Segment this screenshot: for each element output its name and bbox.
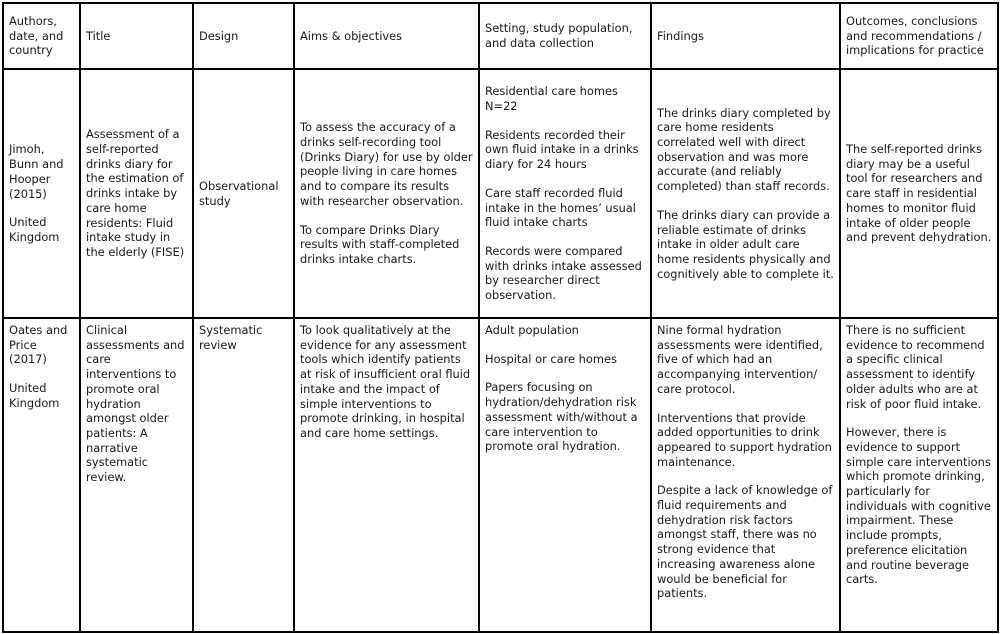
cell-authors (3, 69, 80, 318)
findings-text: The drinks diary can provide a reliable estimate of drinks intake in older adult care home residents physically and cognitively able to complete it. (657, 207, 834, 281)
cell-title (80, 69, 193, 318)
title-text: Clinical assessments and care interventions to promote oral hydration amongst older patients: A narrative systematic review. (86, 323, 185, 485)
setting-text: Hospital or care homes (485, 351, 617, 366)
header-findings: Findings (651, 3, 840, 69)
setting-text: Care staff recorded fluid intake in the homes’ usual fluid intake charts (485, 185, 636, 230)
header-setting: Setting, study population, and data collection (479, 3, 651, 69)
setting-text: Records were compared with drinks intake assessed by researcher direct observation. (485, 243, 642, 303)
header-design: Design (193, 3, 294, 69)
cell-title (80, 318, 193, 632)
header-aims: Aims & objectives (294, 3, 479, 69)
cell-authors (3, 318, 80, 632)
findings-text: The drinks diary completed by care home residents correlated well with direct observation and was more accurate (and reliably completed) than staff records. (657, 105, 831, 194)
outcomes-text: The self-reported drinks diary may be a useful tool for researchers and care staff in residential homes to monitor fluid intake of older people and prevent dehydration. (846, 142, 992, 245)
authors-text: Jimoh, Bunn and Hooper (2015) (9, 142, 64, 201)
header-outcomes: Outcomes, conclusions and recommendations / implications for practice (840, 3, 998, 69)
outcomes-text: There is no sufficient evidence to recommend a specific clinical assessment to identify older adults who are at risk of poor fluid intake. (846, 323, 985, 411)
cell-aims (294, 318, 479, 632)
setting-text: Papers focusing on hydration/dehydration risk assessment with/without a care intervention to promote oral hydration. (485, 380, 638, 454)
literature-review-table (2, 2, 999, 633)
cell-design (193, 69, 294, 318)
aims-text: To compare Drinks Diary results with staff-completed drinks intake charts. (300, 222, 460, 266)
header-authors: Authors, date, and country (3, 3, 80, 69)
findings-text: Despite a lack of knowledge of fluid requirements and dehydration risk factors amongst staff, there was no strong evidence that increasing awareness alone would be beneficial for patients. (657, 483, 833, 601)
table-row (3, 318, 998, 632)
design-text: Systematic review (199, 323, 263, 352)
country-text: United Kingdom (9, 215, 60, 244)
cell-findings (651, 69, 840, 318)
cell-design (193, 318, 294, 632)
header-title: Title (80, 3, 193, 69)
cell-setting (479, 69, 651, 318)
cell-setting (479, 318, 651, 632)
cell-outcomes (840, 69, 998, 318)
country-text: United Kingdom (9, 381, 60, 410)
aims-text: To assess the accuracy of a drinks self-recording tool (Drinks Diary) for use by older people living in care homes and to compare its results with researcher observation. (300, 120, 473, 208)
cell-aims (294, 69, 479, 318)
authors-text: Oates and Price (2017) (9, 323, 68, 367)
outcomes-text: However, there is evidence to support simple care interventions which promote drinking, particularly for individuals with cognitive impairment. These include prompts, preference elicitation and routine beverage carts. (846, 425, 991, 587)
setting-text: Residential care homes N=22 (485, 84, 618, 113)
design-text: Observational study (199, 178, 279, 208)
findings-text: Interventions that provide added opportunities to drink appeared to support hydration maintenance. (657, 410, 832, 469)
setting-text: Adult population (485, 323, 579, 337)
header-row (3, 3, 998, 69)
setting-text: Residents recorded their own fluid intake in a drinks diary for 24 hours (485, 127, 639, 172)
title-text: Assessment of a self-reported drinks diary for the estimation of drinks intake by care home residents: Fluid intake study in the elderly (FISE) (86, 127, 185, 259)
aims-text: To look qualitatively at the evidence for any assessment tools which identify patients at risk of insufficient oral fluid intake and the impact of simple interventions to promote drinking, in hospital and care home settings. (300, 323, 471, 440)
table-row (3, 69, 998, 318)
cell-outcomes (840, 318, 998, 632)
cell-findings (651, 318, 840, 632)
findings-text: Nine formal hydration assessments were identified, five of which had an accompanying intervention/ care protocol. (657, 323, 823, 396)
